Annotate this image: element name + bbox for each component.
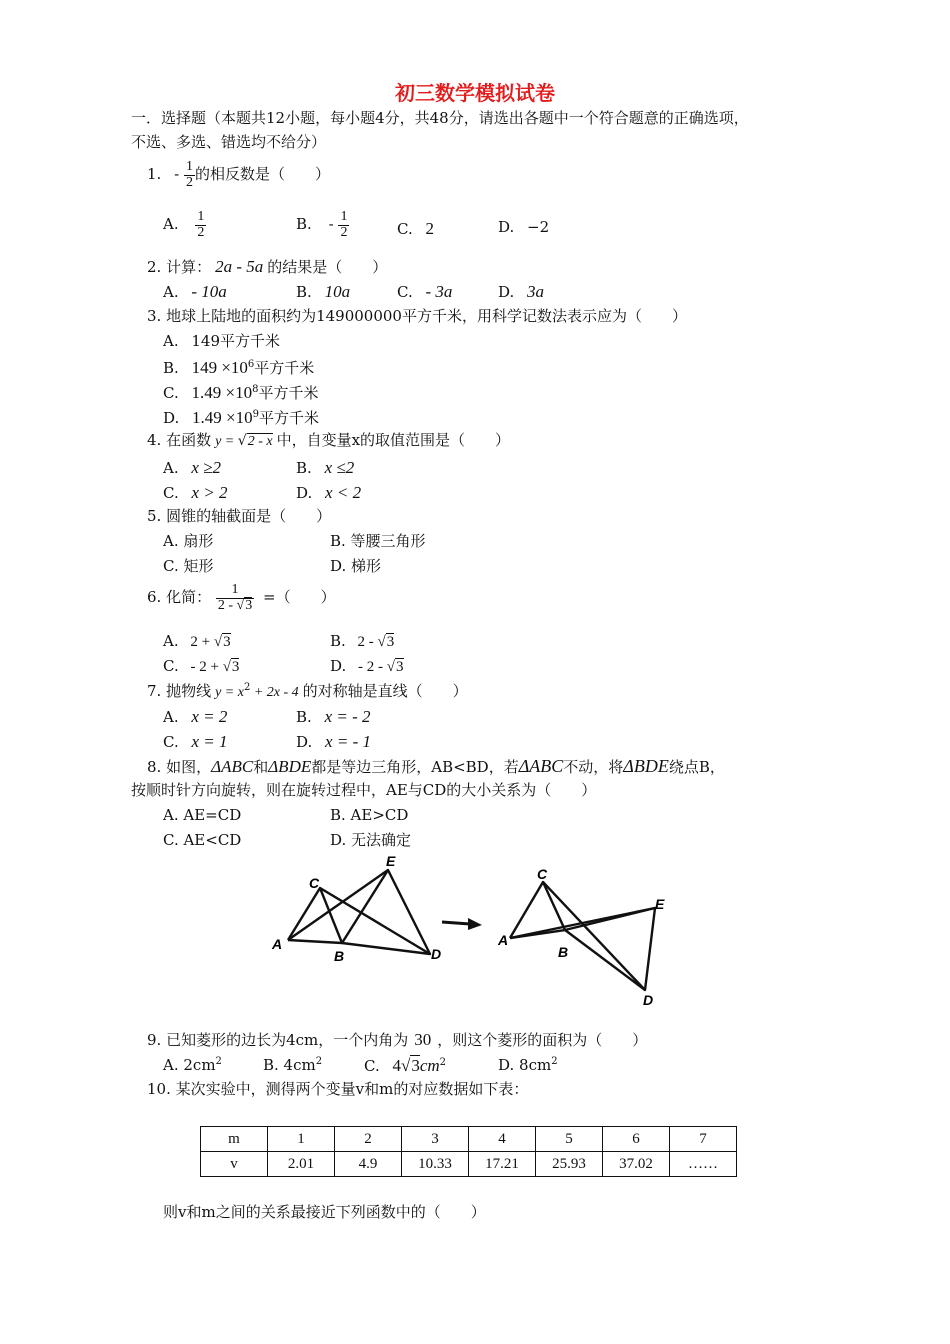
left-segment-ae <box>288 870 388 940</box>
left-label-d: D <box>431 946 442 962</box>
q8-option-d: D. 无法确定 <box>330 831 412 849</box>
q7-option-c: C. x = 1 <box>163 732 228 751</box>
question-2: 2. 计算： 2a - 5a 的结果是（ ） <box>147 257 388 276</box>
question-10: 10. 某次实验中，测得两个变量v和m的对应数据如下表： <box>147 1080 529 1098</box>
data-table <box>200 1126 737 1177</box>
left-label-c: C <box>309 875 320 891</box>
question-6: 6. 化简： $\frac{1}{2 - √3}$ =（ ） <box>147 582 336 613</box>
right-label-b: B <box>558 944 569 960</box>
table-cell: 4 <box>469 1127 536 1152</box>
rotation-arrow-icon <box>442 918 482 930</box>
q5-option-a: A. 扇形 <box>163 532 214 550</box>
q6-option-d: D. - 2 - √3 <box>330 657 404 675</box>
question-8: 8. 如图，ΔABC和ΔBDE都是等边三角形，AB<BD，若ΔABC不动，将ΔBDE绕点B， <box>147 756 725 776</box>
q3-option-d: D. $1.49 \times 10^9$平方千米 <box>163 408 320 427</box>
q2-option-a: A. - 10a <box>163 282 227 301</box>
table-cell: 5 <box>536 1127 603 1152</box>
table-cell: 7 <box>670 1127 737 1152</box>
question-10-cont: 则v和m之间的关系最接近下列函数中的（ ） <box>163 1203 486 1221</box>
q6-option-b: B. 2 - √3 <box>330 632 395 650</box>
question-5: 5. 圆锥的轴截面是（ ） <box>147 507 332 525</box>
table-cell: v <box>201 1152 268 1177</box>
question-1 <box>147 160 330 190</box>
q1-number: 1. <box>147 165 162 184</box>
table-cell: m <box>201 1127 268 1152</box>
table-cell: 25.93 <box>536 1152 603 1177</box>
right-label-e: E <box>655 896 665 912</box>
q7-option-a: A. x = 2 <box>163 707 228 726</box>
table-cell: 17.21 <box>469 1152 536 1177</box>
table-row <box>201 1127 737 1152</box>
q5-option-b: B. 等腰三角形 <box>330 532 426 550</box>
q1-text: 的相反数是（ ） <box>194 165 330 184</box>
q3-option-b: B. $149 \times 10^6$平方千米 <box>163 358 315 377</box>
right-segment-cd <box>543 882 645 990</box>
table-cell: 10.33 <box>402 1152 469 1177</box>
q1-option-d: D. −2 <box>498 218 550 236</box>
q3-option-c: C. $1.49 \times 10^8$平方千米 <box>163 383 319 402</box>
q2-option-c: C. - 3a <box>397 282 453 301</box>
question-9: 9. 已知菱形的边长为4cm，一个内角为 30 ，则这个菱形的面积为（ ） <box>147 1030 648 1049</box>
q1-fraction: $\frac{1}{2}$ <box>185 159 193 190</box>
q8-option-b: B. AE>CD <box>330 806 409 824</box>
q1-option-c: C. 2 <box>397 219 434 238</box>
page-title: 初三数学模拟试卷 <box>395 81 555 105</box>
table-cell: 4.9 <box>335 1152 402 1177</box>
q6-option-c: C. - 2 + √3 <box>163 657 240 675</box>
right-label-a: A <box>498 932 509 948</box>
question-3: 3. 地球上陆地的面积约为149000000平方千米，用科学记数法表示应为（ ） <box>147 307 687 325</box>
q4-option-d: D. x < 2 <box>296 483 362 502</box>
q4-option-b: B. x ≤2 <box>296 458 355 477</box>
q1-option-a: A. $\frac{1}{2}$ <box>163 209 205 240</box>
right-label-d: D <box>643 992 654 1008</box>
q2-option-b: B. 10a <box>296 282 351 301</box>
q5-option-c: C. 矩形 <box>163 557 214 575</box>
left-triangle-bde <box>342 870 430 954</box>
table-cell: 3 <box>402 1127 469 1152</box>
q3-option-a: A. 149平方千米 <box>163 332 281 350</box>
q9-option-d: D. $8cm^2$ <box>498 1056 558 1074</box>
table-cell: …… <box>670 1152 737 1177</box>
left-label-b: B <box>334 948 345 964</box>
q1-sign: - <box>174 165 180 184</box>
q9-option-a: A. $2cm^2$ <box>163 1056 222 1074</box>
question-7: 7. 抛物线 $y = x^2 + 2x - 4$ 的对称轴是直线（ ） <box>147 682 468 700</box>
table-cell: 1 <box>268 1127 335 1152</box>
q6-option-a: A. 2 + √3 <box>163 632 231 650</box>
q4-option-c: C. x > 2 <box>163 483 228 502</box>
q4-option-a: A. x ≥2 <box>163 458 222 477</box>
left-label-a: A <box>272 936 283 952</box>
question-8-cont: 按顺时针方向旋转，则在旋转过程中，AE与CD的大小关系为（ ） <box>131 781 597 799</box>
q9-option-c: C. $4√3cm^2$ <box>364 1056 447 1075</box>
q5-option-d: D. 梯形 <box>330 557 382 575</box>
right-triangle-abc <box>510 882 565 938</box>
q2-option-d: D. 3a <box>498 282 545 301</box>
section-heading: 一．选择题（本题共12小题，每小题4分，共48分，请选出各题中一个符合题意的正确选项， <box>131 109 749 127</box>
table-cell: 2.01 <box>268 1152 335 1177</box>
q1-option-b: B. - $\frac{1}{2}$ <box>296 209 348 240</box>
table-cell: 2 <box>335 1127 402 1152</box>
q8-option-a: A. AE=CD <box>163 806 242 824</box>
question-4: 4. 在函数 y = √2 - x 中，自变量x的取值范围是（ ） <box>147 431 511 449</box>
table-cell: 37.02 <box>603 1152 670 1177</box>
q8-figure <box>260 850 690 1015</box>
q9-option-b: B. $4cm^2$ <box>263 1056 323 1074</box>
table-row <box>201 1152 737 1177</box>
left-label-e: E <box>386 853 396 869</box>
section-heading-cont: 不选、多选、错选均不给分） <box>131 133 327 151</box>
q8-option-c: C. AE<CD <box>163 831 242 849</box>
q7-option-b: B. x = - 2 <box>296 707 371 726</box>
q7-option-d: D. x = - 1 <box>296 732 371 751</box>
table-cell: 6 <box>603 1127 670 1152</box>
right-label-c: C <box>537 866 548 882</box>
